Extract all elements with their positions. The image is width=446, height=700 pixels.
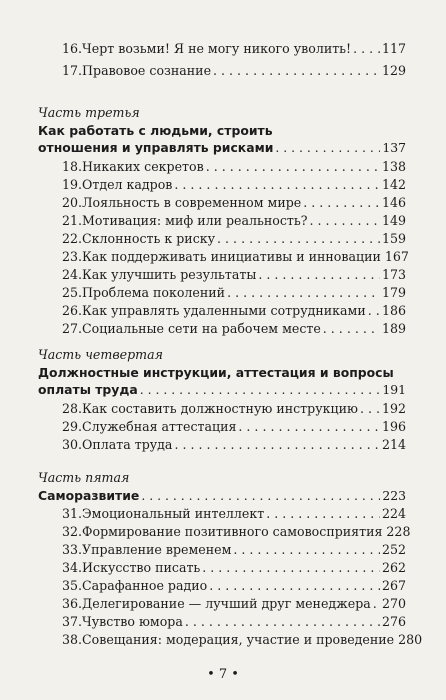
entry-number: 21. [62, 213, 83, 228]
part-title [38, 122, 406, 156]
entry-page: 117 [381, 41, 406, 56]
toc-entry [38, 400, 406, 417]
entry-title: Лояльность в современном мире [82, 195, 302, 210]
page-number: • 7 • [207, 667, 239, 682]
toc-entry [38, 505, 406, 522]
toc-entry [38, 320, 406, 337]
toc-entry [38, 194, 406, 211]
entry-title: Никаких секретов [82, 159, 204, 174]
entry-page: 149 [381, 213, 406, 228]
entry-number: 37. [62, 614, 83, 629]
entry-number: 34. [62, 560, 83, 575]
toc-entry [38, 436, 406, 453]
entry-title: Черт возьми! Я не могу никого уволить! [82, 41, 352, 56]
leader-dots [202, 559, 380, 576]
entry-page: 142 [381, 177, 406, 192]
entry-page: 146 [381, 195, 406, 210]
part-title-row [38, 487, 406, 504]
entry-page: 159 [381, 231, 406, 246]
toc-entry [38, 266, 406, 283]
entry-number: 16. [62, 41, 83, 56]
entry-number: 22. [62, 231, 83, 246]
leader-dots [373, 595, 380, 612]
entry-title: Управление временем [82, 542, 232, 557]
toc-entry [38, 631, 423, 648]
entry-page: 228 [386, 524, 411, 539]
entry-page: 138 [381, 159, 406, 174]
part-title [38, 487, 406, 504]
toc-entry [38, 284, 406, 301]
toc-entry [38, 577, 406, 594]
entry-page: 129 [381, 63, 406, 78]
entry-title: Искусство писать [82, 560, 201, 575]
entry-title: Как улучшить результаты [82, 267, 257, 282]
entry-title: Сарафанное радио [82, 578, 208, 593]
entry-page: 276 [381, 614, 406, 629]
entry-page: 189 [381, 321, 406, 336]
entry-title: Служебная аттестация [82, 419, 237, 434]
toc-entry [38, 212, 406, 229]
part-title-line: Как работать с людьми, строить [38, 123, 273, 138]
entry-number: 29. [62, 419, 83, 434]
entry-number: 27. [62, 321, 83, 336]
entry-title: Как управлять удаленными сотрудниками [82, 303, 366, 318]
leader-dots [323, 320, 380, 337]
entry-page: 214 [381, 437, 406, 452]
leader-dots [368, 302, 380, 319]
entry-page: 267 [381, 578, 406, 593]
entry-number: 28. [62, 401, 83, 416]
entry-number: 23. [62, 249, 83, 264]
part-page: 137 [382, 140, 406, 155]
leader-dots [209, 577, 380, 594]
toc-entry [38, 302, 406, 319]
leader-dots [266, 505, 380, 522]
entry-number: 31. [62, 506, 83, 521]
table-of-contents [38, 0, 423, 700]
toc-entry [38, 158, 406, 175]
entry-page: 280 [398, 632, 423, 647]
toc-entry [38, 40, 406, 57]
entry-page: 252 [381, 542, 406, 557]
entry-page: 186 [381, 303, 406, 318]
entry-title: Формирование позитивного самовосприятия [82, 524, 383, 539]
entry-title: Проблема поколений [82, 285, 226, 300]
entry-page: 262 [381, 560, 406, 575]
toc-entry [38, 62, 406, 79]
leader-dots [309, 212, 379, 229]
entry-number: 32. [62, 524, 83, 539]
part-page: 191 [382, 382, 406, 397]
entry-title: Склонность к риску [82, 231, 216, 246]
entry-title: Оплата труда [82, 437, 173, 452]
part-title-line: Саморазвитие [38, 488, 140, 503]
entry-title: Правовое сознание [82, 63, 212, 78]
entry-number: 26. [62, 303, 83, 318]
toc-entry [38, 230, 406, 247]
leader-dots [275, 139, 380, 156]
entry-title: Эмоциональный интеллект [82, 506, 265, 521]
entry-number: 17. [62, 63, 83, 78]
part-label: Часть пятая [38, 470, 130, 485]
toc-entry [38, 559, 406, 576]
leader-dots [233, 541, 380, 558]
entry-title: Отдел кадров [82, 177, 173, 192]
part-title-line: отношения и управлять рисками [38, 140, 274, 155]
toc-entry [38, 248, 409, 265]
entry-number: 36. [62, 596, 83, 611]
leader-dots [213, 62, 380, 79]
part-title-line: оплаты труда [38, 382, 138, 397]
part-title [38, 364, 406, 398]
entry-number: 35. [62, 578, 83, 593]
leader-dots [174, 436, 380, 453]
part-title-row [38, 381, 406, 398]
entry-number: 25. [62, 285, 83, 300]
leader-dots [258, 266, 380, 283]
toc-entry [38, 595, 406, 612]
leader-dots [174, 176, 380, 193]
toc-entry [38, 541, 406, 558]
entry-number: 19. [62, 177, 83, 192]
leader-dots [303, 194, 380, 211]
entry-title: Совещания: модерация, участие и проведение [82, 632, 395, 647]
leader-dots [238, 418, 380, 435]
toc-entry [38, 523, 411, 540]
entry-number: 20. [62, 195, 83, 210]
leader-dots [185, 613, 380, 630]
entry-page: 192 [381, 401, 406, 416]
part-title-line: Должностные инструкции, аттестация и вопросы [38, 365, 394, 380]
entry-page: 167 [384, 249, 409, 264]
part-label: Часть четвертая [38, 347, 163, 362]
entry-page: 224 [381, 506, 406, 521]
entry-number: 30. [62, 437, 83, 452]
entry-number: 33. [62, 542, 83, 557]
toc-entry [38, 176, 406, 193]
entry-number: 18. [62, 159, 83, 174]
leader-dots [217, 230, 380, 247]
entry-page: 179 [381, 285, 406, 300]
entry-title: Социальные сети на рабочем месте [82, 321, 321, 336]
leader-dots [353, 40, 380, 57]
entry-title: Как поддерживать инициативы и инновации [82, 249, 381, 264]
entry-title: Делегирование — лучший друг менеджера [82, 596, 371, 611]
toc-entry [38, 613, 406, 630]
entry-page: 173 [381, 267, 406, 282]
entry-page: 196 [381, 419, 406, 434]
entry-title: Чувство юмора [82, 614, 183, 629]
entry-page: 270 [381, 596, 406, 611]
part-title-row [38, 139, 406, 156]
entry-number: 24. [62, 267, 83, 282]
leader-dots [360, 400, 380, 417]
leader-dots [227, 284, 380, 301]
leader-dots [140, 381, 381, 398]
entry-title: Как составить должностную инструкцию [82, 401, 358, 416]
leader-dots [141, 487, 380, 504]
part-page: 223 [382, 488, 406, 503]
leader-dots [206, 158, 380, 175]
entry-title: Мотивация: миф или реальность? [82, 213, 308, 228]
part-label: Часть третья [38, 105, 140, 120]
entry-number: 38. [62, 632, 83, 647]
toc-entry [38, 418, 406, 435]
